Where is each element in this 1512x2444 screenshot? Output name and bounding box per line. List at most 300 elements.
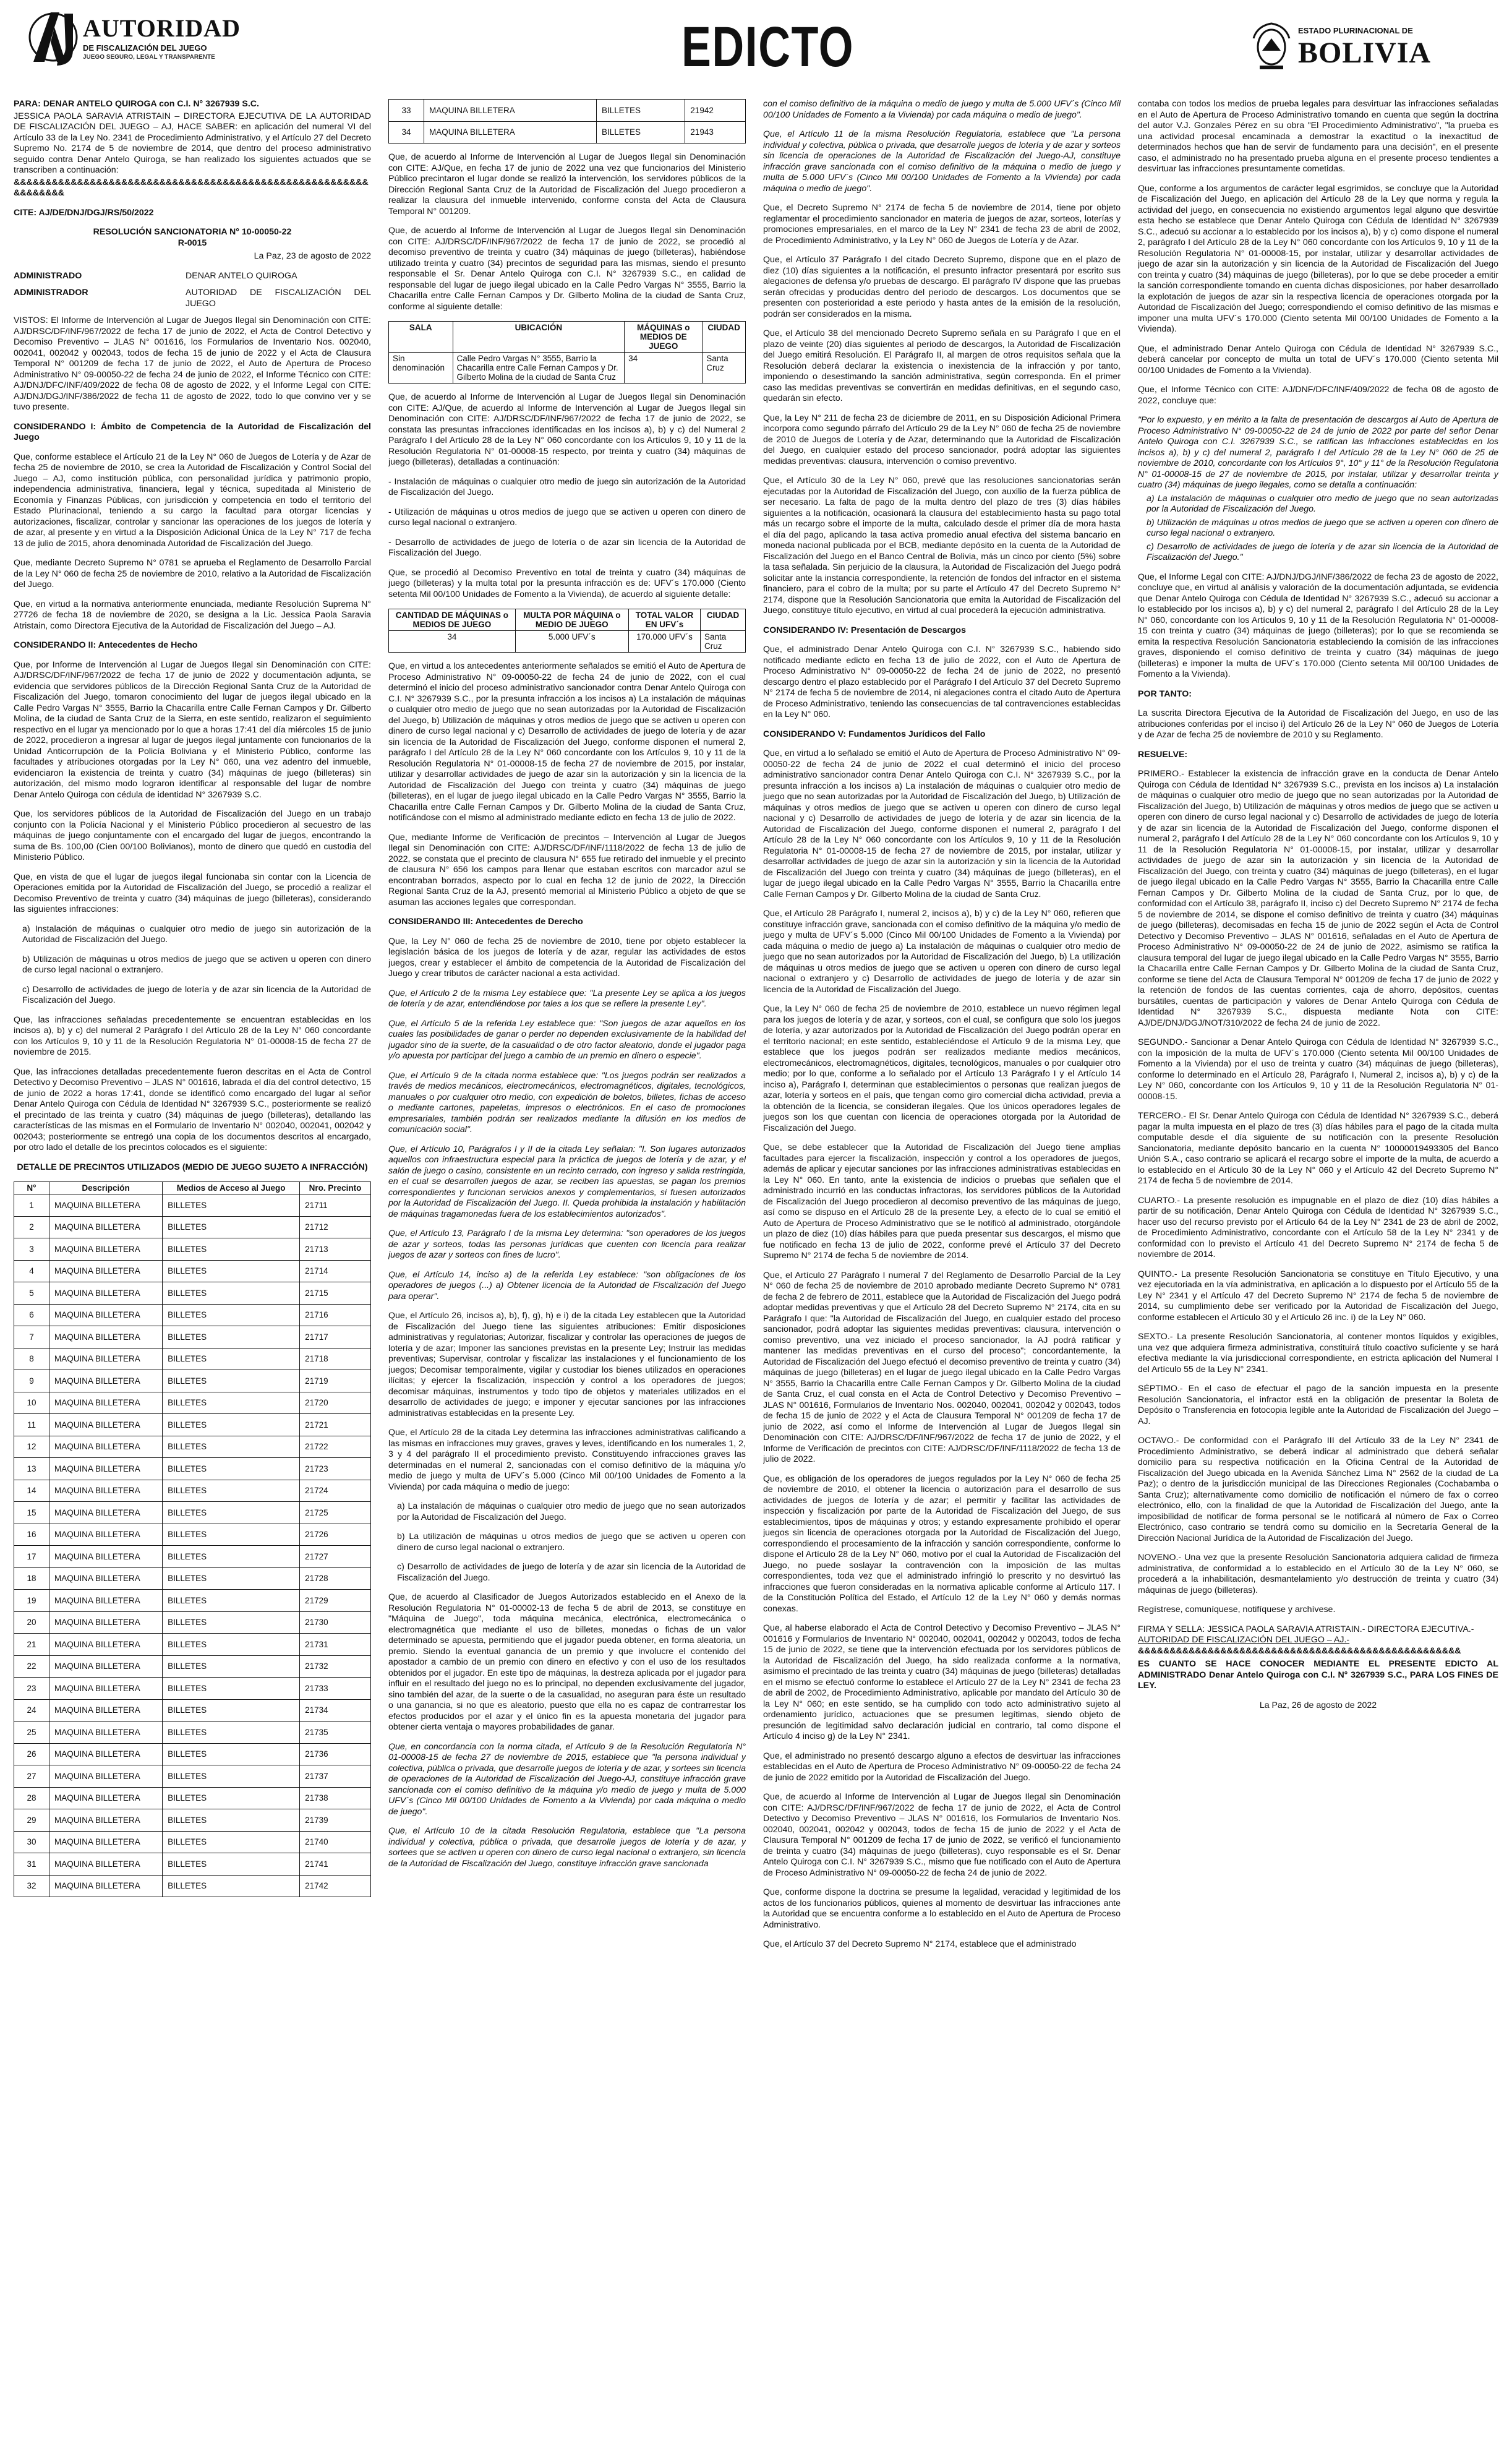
- table-cell: BILLETES: [163, 1370, 300, 1392]
- signature-line-1: FIRMA Y SELLA: JESSICA PAOLA SARAVIA ATRISTAIN.- DIRECTORA EJECUTIVA.-: [1138, 1624, 1474, 1634]
- paragraph: Que, el Artículo 30 de la Ley N° 060, prevé que las resoluciones sancionatorias serán ejecutadas por la Autoridad de Fiscalización del Juego, con auxilio de la fuerza pública de ser necesario. La falta de pago de la multa dentro del plazo de tres (3) días hábiles siguientes a la notificación, ocasionará la clausura del establecimiento hasta su pago total más un recargo sobre el importe de la multa, calculado desde el primer día de mora hasta el día del pago, aplicando la tasa activa promedio anual efectiva del sistema bancario en moneda nacional publicada por el BCB, mediante depósito en la cuenta de la Autoridad de Fiscalización del Juego en el Banco Central de Bolivia, más un cinco por ciento (5%) sobre la tasa señalada. Sin perjuicio de la clausura, la Autoridad de Fiscalización del Juego podrá solicitar ante la instancia correspondiente, la retención de fondos del infractor en el sistema financiero, para el cobro de la multa; por su parte el Artículo 47 del Decreto Supremo N° 2174, dispone que la Resolución Sancionatoria que emita la Autoridad de Fiscalización del Juego, constituye título ejecutivo, en virtud al cual procederá la ejecución administrativa.: [763, 476, 1121, 615]
- infraction-b: b) La utilización de máquinas u otros medios de juego que se activen u operen con dinero de curso legal nacional o extranjero.: [397, 1532, 746, 1553]
- resolution-point-6: SEXTO.- La presente Resolución Sancionatoria, al contener montos líquidos y exigibles, una vez que adquiera firmeza administrativa, constituirá título coactivo suficiente y se hará efectiva mediante la vía jurisdiccional correspondiente, en estricta aplicación del Numeral I del Artículo 55 de la Ley N° 2341.: [1138, 1332, 1498, 1374]
- table-cell: 22: [14, 1655, 49, 1678]
- table-cell: 21722: [300, 1436, 371, 1458]
- table-cell: 12: [14, 1436, 49, 1458]
- table-row: [14, 1831, 371, 1853]
- table-header: MÁQUINAS o MEDIOS DE JUEGO: [625, 322, 703, 353]
- paragraph: Que, de acuerdo al Clasificador de Juegos Autorizados establecido en el Anexo de la Resolución Regulatoria N° 01-00002-13 de fecha 5 de abril de 2013, se constituye en "Máquina de Juego", toda máquina mecánica, electrónica, electromecánica o electromagnética que mediante el uso de billetes, monedas o fichas de un valor determinado se apuesta, permitiendo que el jugador pueda obtener, en forma aleatoria, un premio. Siendo la eventual ganancia de un premio y que involucre el contenido del apostador a cambio de un premio con dinero en efectivo y con el uso de los resultados obtenidos por el jugador. En este tipo de máquinas, la destreza aplicada por el jugador para influir en el resultado del juego no es lo principal, no dependen exclusivamente del jugador, sino también del azar, de la suerte o de la casualidad, no aseguran para éste un resultado o una ganancia, si no que es aleatorio, puesto que ella no es capaz de contrarrestar los efectos producidos por el azar y el único fin es la apuesta monetaria del jugador para obtener cierta ventaja o mayores probabilidades de ganar.: [388, 1592, 746, 1732]
- table-cell: 3: [14, 1238, 49, 1261]
- table-row: [389, 121, 746, 144]
- table-header: SALA: [389, 322, 453, 353]
- table-cell: Sin denominación: [389, 353, 453, 384]
- cite: CITE: AJ/DE/DNJ/DGJ/RS/50/2022: [14, 207, 154, 218]
- table-row: [14, 1260, 371, 1282]
- paragraph: Que, el Artículo 37 Parágrafo I del citado Decreto Supremo, dispone que en el plazo de diez (10) días siguientes a la notificación, el presunto infractor presentará por escrito sus alegaciones de defensa y/o pruebas de descargo. El parágrafo IV dispone que las pruebas serán ofrecidas y producidas dentro del periodo de descargos. Los documentos que se presenten con posterioridad a este periodo y hasta antes de la emisión de la resolución, podrán ser considerados en la misma.: [763, 255, 1121, 319]
- final-notice: ES CUANTO SE HACE CONOCER MEDIANTE EL PRESENTE EDICTO AL ADMINISTRADO Denar Antelo Quiroga con C.I. N° 3267939 S.C., PARA LOS FINES DE LEY.: [1138, 1659, 1498, 1691]
- infraction-a: a) La instalación de máquinas o cualquier otro medio de juego que no sean autorizados por la Autoridad de Fiscalización del Juego.: [397, 1501, 746, 1522]
- table-cell: 6: [14, 1304, 49, 1326]
- paragraph: Que, el Artículo 11 de la misma Resolución Regulatoria, establece que "La persona individual y colectiva, pública o privada, que desarrolle juegos de lotería y de azar y sorteos sin licencia de operaciones de la Autoridad de Fiscalización del Juego-AJ, constituye infracción grave sancionada con el comiso definitivo de la máquina o medio de juego y multa de 5.000 UFV´s (Cinco Mil 00/100 Unidades de Fomento a la Vivienda) por cada máquina o medio de juego".: [763, 129, 1121, 194]
- column-1: [14, 99, 371, 2431]
- paragraph: Que, de acuerdo al Informe de Intervención al Lugar de Juegos Ilegal sin Denominación con CITE: AJ/Que, de acuerdo al Informe de Intervención al Lugar de Juegos Ilegal sin Denominación con CITE: AJ/DRSC/DF/INF/967/2022 de fecha 17 de junio de 2022, se constata las presuntas infracciones identificadas en los incisos a), b) y c) del Numeral 2 Parágrafo I del Artículo 28 de la Ley N° 060 concordante con los Artículos 9, 10 y 11 de la Resolución Regulatoria N° 01-00008-15 respecto, por treinta y cuatro (34) máquinas de juego (billeteras), detalladas a continuación:: [388, 392, 746, 467]
- intro-paragraph: JESSICA PAOLA SARAVIA ATRISTAIN – DIRECTORA EJECUTIVA DE LA AUTORIDAD DE FISCALIZACIÓN DEL JUEGO – AJ, HACE SABER: en aplicación del numeral VI del Artículo 33 de la Ley No. 2341 de Procedimiento Administrativo, y el Artículo 27 del Decreto Supremo No. 2174 de 5 de noviembre de 2014, que dentro del proceso administrativo seguido contra Denar Antelo Quiroga, se han realizado los siguientes actuados que se transcriben a continuación:: [14, 111, 371, 175]
- aj-logo-icon: [27, 6, 80, 68]
- column-3: [763, 99, 1121, 2431]
- table-cell: 21736: [300, 1743, 371, 1765]
- paragraph: Que, en virtud a los antecedentes anteriormente señalados se emitió el Auto de Apertura de Proceso Administrativo N° 09-00050-22 de fecha 24 de junio de 2022, con el cual determinó el inicio del proceso administrativo sancionador contra Denar Antelo Quiroga con C.I. N° 3267939 S.C., por la presunta infracción a los incisos a) La instalación de máquinas o cualquier otro medio de juego que no sean autorizadas por la Autoridad de Fiscalización del Juego, b) Utilización de máquinas y otros medios de juego que se activen u operen con dinero de curso legal nacional y c) Desarrollo de actividades de juego de lotería y de azar sin licencia de la Autoridad de Fiscalización del Juego, conforme disponen el numeral 2, parágrafo I del Artículo 28 de la Ley N° 060 concordante con los Artículos 9, 10 y 11 de la Resolución Regulatoria N° 01-00008-15 de fecha 27 de noviembre de 2015, por instalar, utilizar y desarrollar actividades de juego de azar sin la autorización y sin la licencia de la Autoridad de Fiscalización del Juego con treinta y cuatro (34) máquinas de juego (billeteras), en el lugar de juego ilegal ubicado en la Calle Pedro Vargas N° 3555, Barrio la Chacarilla entre Calle Fernan Campos y Dr. Gilberto Molina de la ciudad de Santa Cruz, notificándose con el mismo al administrado mediante edicto en fecha 13 de julio de 2022.: [388, 661, 746, 823]
- table-cell: MAQUINA BILLETERA: [49, 1194, 163, 1217]
- table-cell: 5.000 UFV´s: [515, 631, 628, 653]
- table-cell: MAQUINA BILLETERA: [49, 1809, 163, 1832]
- resolution-point-1: PRIMERO.- Establecer la existencia de infracción grave en la conducta de Denar Antelo Quiroga con Cédula de Identidad N° 3267939 S.C., prevista en los incisos a) La instalación de máquinas o cualquier otro medio de juego que no sean autorizadas por la Autoridad de Fiscalización del Juego, b) Utilización de máquinas y otros medios de juego que se activen u operen con dinero de curso legal nacional y c) Desarrollo de actividades de juego de lotería y de azar sin licencia de la Autoridad de Fiscalización del Juego, conforme disponen el numeral 2, parágrafo I del Artículo 28 de la Ley N° 060 concordante con los Artículos 9, 10 y 11 de la Resolución Regulatoria N° 01-00008-15, por instalar, utilizar y desarrollar actividades de juego de azar sin la autorización y sin licencia de la Autoridad de Fiscalización del Juego, con treinta y cuatro (34) máquinas de juego (billeteras), en el lugar de juego ilegal ubicado en la Calle Pedro Vargas N° 3555, Barrio la Chacarilla entre Calle Fernan Campos y Dr. Gilberto Molina de la ciudad de Santa Cruz, por lo que, de conformidad con el Artículo 38, parágrafo II, inciso c) del Decreto Supremo N° 2174 de fecha 5 de noviembre de 2014, se dispone el comiso definitivo de treinta y cuatro (34) máquinas de juego (billeteras), decomisadas en fecha 15 de junio de 2022 según el Acta de Control Detectivo y Decomiso Preventivo – JLAS N° 001616, señaladas en el Auto de Apertura de Proceso Administrativo N° 09-00050-22 de 24 de junio de 2022, asimismo se ratifica la clausura temporal del lugar de juego ilegal ubicado en la Calle Pedro Vargas N° 3555, Barrio la Chacarilla entre Calle Fernan Campos y Dr. Gilberto Molina de la ciudad de Santa Cruz, conforme se tiene del Acta de Clausura Temporal N° 001209 de fecha 17 de junio de 2022 y la retención de fondos de las cuentas corrientes, caja de ahorro, depósitos, cuentas bursátiles, cuentas de participación y valores de Denar Antelo Quiroga con Cédula de Identidad N° 3267939 S.C., dispuesta mediante Nota con CITE: AJ/DE/DNJ/DGJ/NOT/310/2022 de fecha 24 de junio de 2022.: [1138, 769, 1498, 1028]
- table-cell: BILLETES: [163, 1348, 300, 1370]
- resuelve-heading: RESUELVE:: [1138, 749, 1188, 760]
- table-cell: 15: [14, 1502, 49, 1524]
- table-cell: 170.000 UFV´s: [628, 631, 700, 653]
- quote-item-a: a) La instalación de máquinas o cualquier otro medio de juego que no sean autorizadas por la Autoridad de Fiscalización del Juego.: [1147, 493, 1498, 514]
- table-row: [14, 1743, 371, 1765]
- table-cell: 26: [14, 1743, 49, 1765]
- paragraph: Que, el Artículo 37 del Decreto Supremo N° 2174, establece que el administrado: [763, 1939, 1077, 1949]
- table-cell: BILLETES: [163, 1524, 300, 1546]
- separator: &&&&&&&&&&&&&&&&&&&&&&&&&&&&&&&&&&&&&&&&&&&&&&&&&&&: [1138, 1645, 1461, 1656]
- table-cell: MAQUINA BILLETERA: [49, 1546, 163, 1568]
- page-title: EDICTO: [681, 15, 855, 79]
- table-header: Descripción: [49, 1182, 163, 1194]
- table-cell: MAQUINA BILLETERA: [49, 1480, 163, 1502]
- paragraph: Que, el Artículo 10, Parágrafos I y II de la citada Ley señalan: "I. Son lugares autorizados aquellos con infraestructura especial para la práctica de juegos de lotería y de azar, y el salón de juego o casino, consistente en un recinto cerrado, con ingreso y salida restringida, en el cual se desarrollen juegos de azar, se reciben las apuestas, se pagan los premios correspondientes y funcionan servicios anexos y complementarios, si fuesen autorizados por la Autoridad de Fiscalización del Juego. II. Queda prohibida la instalación y habilitación de máquinas tragamonedas fuera de los establecimientos autorizados".: [388, 1144, 746, 1219]
- table-cell: BILLETES: [163, 1304, 300, 1326]
- table-cell: MAQUINA BILLETERA: [49, 1502, 163, 1524]
- paragraph: Que, en virtud a lo señalado se emitió el Auto de Apertura de Proceso Administrativo N° 09-00050-22 de fecha 24 de junio de 2022 el cual determinó el inicio del proceso administrativo sancionador contra Denar Antelo Quiroga con C.I. N° 3267939 S.C., por la presunta infracción a los incisos a) La instalación de máquinas o cualquier otro medio de juego que no sean autorizadas por la Autoridad de Fiscalización del Juego, b) Utilización de máquinas y otros medios de juego que se activen u operen con dinero de curso legal nacional y c) Desarrollo de actividades de juego de lotería y de azar sin licencia de la Autoridad de Fiscalización del Juego, conforme disponen el numeral 2, parágrafo I del Artículo 28 de la Ley N° 060 concordante con los Artículos 9, 10 y 11 de la Resolución Regulatoria N° 01-00008-15 de fecha 27 de noviembre de 2015, por instalar, utilizar y desarrollar actividades de juego de azar sin la autorización y sin la licencia de la Autoridad de Fiscalización del Juego con treinta y cuatro (34) máquinas de juego (billeteras), en el lugar de juego ilegal ubicado en la Calle Pedro Vargas N° 3555, Barrio la Chacarilla entre Calle Fernan Campos y Dr. Gilberto Molina de la ciudad de Santa Cruz.: [763, 748, 1121, 899]
- table-cell: BILLETES: [163, 1765, 300, 1788]
- table-cell: 27: [14, 1765, 49, 1788]
- table-row: [14, 1524, 371, 1546]
- paragraph: Que, mediante Decreto Supremo N° 0781 se aprueba el Reglamento de Desarrollo Parcial de la Ley N° 060 de fecha 25 de noviembre de 2010, relativo a la Autoridad de Fiscalización del Juego.: [14, 558, 371, 590]
- table-cell: 31: [14, 1853, 49, 1876]
- table-cell: 21735: [300, 1722, 371, 1744]
- table-cell: MAQUINA BILLETERA: [49, 1655, 163, 1678]
- table-cell: 21725: [300, 1502, 371, 1524]
- table-cell: MAQUINA BILLETERA: [49, 1590, 163, 1612]
- infraction-a: a) Instalación de máquinas o cualquier otro medio de juego sin autorización de la Autoridad de Fiscalización del Juego.: [22, 924, 371, 945]
- table-cell: 29: [14, 1809, 49, 1832]
- table-row: [14, 1655, 371, 1678]
- table-cell: BILLETES: [596, 121, 685, 144]
- table-cell: 18: [14, 1567, 49, 1590]
- paragraph: Que, conforme dispone la doctrina se presume la legalidad, veracidad y legitimidad de los actos de los funcionarios públicos, quienes al momento de desvirtuar las infracciones ante la Autoridad que se encuentra conforme a lo establecido en el Auto de Apertura de Proceso Administrativo.: [763, 1887, 1121, 1930]
- table-cell: BILLETES: [163, 1853, 300, 1876]
- table-cell: BILLETES: [163, 1414, 300, 1436]
- paragraph: Que, el Informe Legal con CITE: AJ/DNJ/DGJ/INF/386/2022 de fecha 23 de agosto de 2022, concluye que, en virtud al análisis y valoración de la documentación adjuntada, se evidencia que Denar Antelo Quiroga con Cédula de Identidad N° 3267939 S.C., adecuó su accionar a lo establecido por los incisos a), b) y c) del numeral 2, parágrafo I del Artículo 28 de la Ley N° 060, concordante con los Artículos 9, 10 y 11 de la Resolución Regulatoria N° 01-00008-15 con treinta y cuatro (34) máquinas de juego (billeteras); por lo que se recomienda se emita la respectiva Resolución Sancionatoria estableciendo la comisión de las infracciones graves, disponiendo el comiso definitivo de treinta y cuatro (34) máquinas de juego (billeteras) e imponer la multa de UFV´s 170.000 (Ciento setenta Mil 00/100 Unidades de Fomento a la Vivienda).: [1138, 572, 1498, 679]
- table-cell: 14: [14, 1480, 49, 1502]
- table-cell: MAQUINA BILLETERA: [49, 1458, 163, 1480]
- table-row: [389, 100, 746, 122]
- table-cell: 21718: [300, 1348, 371, 1370]
- table-cell: 21711: [300, 1194, 371, 1217]
- table-cell: 21715: [300, 1282, 371, 1305]
- table-cell: BILLETES: [163, 1502, 300, 1524]
- considerando-1-title: CONSIDERANDO I: Ámbito de Competencia de la Autoridad de Fiscalización del Juego: [14, 421, 371, 442]
- table-cell: 21712: [300, 1216, 371, 1238]
- table-row: [14, 1458, 371, 1480]
- seals-table-continued: [388, 99, 746, 144]
- table-row: [14, 1370, 371, 1392]
- table-cell: MAQUINA BILLETERA: [49, 1722, 163, 1744]
- paragraph: Que, se procedió al Decomiso Preventivo en total de treinta y cuatro (34) máquinas de juego (billeteras) y la multa total por la presunta infracción es de: UFV´s 170.000 (Ciento setenta Mil 00/100 Unidades de Fomento a la Vivienda), de acuerdo al siguiente detalle:: [388, 567, 746, 599]
- por-tanto-heading: POR TANTO:: [1138, 688, 1192, 699]
- table-cell: MAQUINA BILLETERA: [49, 1743, 163, 1765]
- table-cell: 21738: [300, 1787, 371, 1809]
- paragraph: Que, el Artículo 9 de la citada norma establece que: "Los juegos podrán ser realizados a través de medios mecánicos, electromecánicos, electromagnéticos, digitales, tecnológicos, manuales o por cualquier otro medio, con expedición de boletos, billetes, fichas de acceso o mediante cartones, papeletas, impresos o electrónicos. En el caso de promociones empresariales, también podrán ser realizados mediante la difusión en los medios de comunicación social".: [388, 1070, 746, 1134]
- considerando-5-title: CONSIDERANDO V: Fundamentos Jurídicos del Fallo: [763, 729, 986, 739]
- administrado-row: [14, 271, 371, 282]
- logo-sub1: DE FISCALIZACIÓN DEL JUEGO: [83, 43, 207, 53]
- paragraph: Que, al haberse elaborado el Acta de Control Detectivo y Decomiso Preventivo – JLAS N° 001616 y Formularios de Inventario N° 002040, 002041, 002042 y 002043, todos de fecha 15 de junio de 2022, se tiene que la intervención efectuada por los servidores públicos de la Autoridad de Fiscalización del Juego, ha sido realizada conforme a la normativa, asimismo el precintado de las treinta y cuatro (34) máquinas de juego (billeteras) detalladas en el mismo se efectuó conforme lo establece el Artículo 27 de la Ley N° 2341 de fecha 23 de abril de 2002, de Procedimiento Administrativo, aplicable por mandato del Artículo 30 de la Ley N° 060; en este sentido, se ha cumplido con todo acto administrativo sujeto al ordenamiento jurídico, actuaciones que se presumen legítimas, siendo objeto de presunción de legitimidad salvo declaración judicial en contrario, tal como dispone el Artículo 4 inciso g) de la Ley N° 2341.: [763, 1623, 1121, 1741]
- table-cell: MAQUINA BILLETERA: [49, 1392, 163, 1414]
- table-row: [14, 1699, 371, 1722]
- paragraph: Que, el Artículo 28 Parágrafo I, numeral 2, incisos a), b) y c) de la Ley N° 060, refieren que constituye infracción grave, sancionada con el comiso definitivo de la máquina y/o medio de juego y multa de UFV´s 5.000 (Cinco Mil 00/100 Unidades de Fomento a la Vivienda) por cada máquina o medio de juego a) La instalación de máquinas o cualquier otro medio de juego que no sean autorizados por la Autoridad de Fiscalización del Juego, b) La utilización de máquinas u otros medios de juego que se activen u operen con dinero de curso legal nacional o extranjero y c) Desarrollo de actividades de juego de lotería y de azar sin licencia de la Autoridad de Fiscalización del Juego.: [763, 909, 1121, 995]
- seals-table-body: [14, 1194, 371, 1897]
- table-cell: BILLETES: [163, 1480, 300, 1502]
- table-cell: 23: [14, 1678, 49, 1700]
- table-cell: MAQUINA BILLETERA: [49, 1326, 163, 1348]
- table-row: [14, 1546, 371, 1568]
- table-row: [14, 1722, 371, 1744]
- table-header: Medios de Acceso al Juego: [163, 1182, 300, 1194]
- considerando-3-title: CONSIDERANDO III: Antecedentes de Derecho: [388, 917, 583, 927]
- table-cell: 21734: [300, 1699, 371, 1722]
- table-cell: 21726: [300, 1524, 371, 1546]
- table-row: [14, 1611, 371, 1634]
- paragraph: Que, conforme a los argumentos de carácter legal esgrimidos, se concluye que la Autoridad de Fiscalización del Juego, en aplicación del Artículo 28 de la Ley que norma y regula la actividad del juego, en consecuencia no existiendo argumentos legal alguno que desvirtúe esta hecho se establece que Denar Antelo Quiroga con Cédula de Identidad N° 3267939 S.C., adecuó su accionar a lo establecido por los incisos a), b) y c) como dispone el numeral 2, parágrafo I del Artículo 28 de la Ley N° 060 concordante con los Artículos 9, 10 y 11 de la Resolución Regulatoria N° 01-00008-15, por instalar, utilizar y desarrollar actividades de juego de azar sin la autorización y sin licencia de la Autoridad de Fiscalización del Juego con treinta y cuatro (34) máquinas de juego (billeteras), por lo que se debe proceder a emitir la sanción correspondiente tomando en cuenta dichas disposiciones, por haber desarrollado la explotación de juegos de azar sin la respectiva licencia de operaciones otorgada por la Autoridad de Fiscalización del Juego; correspondiendo el comiso definitivo de las mismas e imponer una multa UFV´s 170.000 (Ciento setenta Mil 00/100 Unidades de Fomento a la Vivienda).: [1138, 183, 1498, 334]
- table-row: [14, 1414, 371, 1436]
- table-cell: BILLETES: [163, 1699, 300, 1722]
- table-cell: MAQUINA BILLETERA: [49, 1678, 163, 1700]
- paragraph: Que, el Artículo 5 de la referida Ley establece que: "Son juegos de azar aquellos en los cuales las posibilidades de ganar o perder no dependen exclusivamente de la habilidad del jugador sino de la suerte, de la casualidad o de otro factor aleatorio, donde el jugador paga y/o apuesta por participar del juego a cambio de un premio en dinero o especie".: [388, 1018, 746, 1061]
- considerando-4-title: CONSIDERANDO IV: Presentación de Descargos: [763, 625, 966, 635]
- paragraph: Que, de acuerdo al Informe de Intervención al Lugar de Juegos Ilegal sin Denominación con CITE: AJ/DRSC/DF/INF/967/2022 de fecha 17 de junio de 2022, se procedió al decomiso preventivo de treinta y cuatro (34) máquinas de juego (billeteras), habiéndose utilizado treinta y cuatro (34) precintos de seguridad para las mismas, siendo el presunto responsable el Sr. Denar Antelo Quiroga con C.I. N° 3267939 S.C., en calidad de responsable del lugar de juego ilegal ubicado en la Calle Pedro Vargas N° 3555, Barrio la Chacarilla entre Calle Fernan Campos y Dr. Gilberto Molina de la ciudad de Santa Cruz, conforme al siguiente detalle:: [388, 226, 746, 312]
- table-cell: BILLETES: [163, 1436, 300, 1458]
- table-cell: BILLETES: [163, 1458, 300, 1480]
- signature-line-2: AUTORIDAD DE FISCALIZACIÓN DEL JUEGO – AJ.-: [1138, 1635, 1350, 1645]
- paragraph: Que, el Artículo 10 de la citada Resolución Regulatoria, establece que "La persona individual y colectiva, pública o privada, que desarrolle juegos de lotería y de azar, y sortees que se activen u operen con dinero de curso legal nacional o extranjero, sin licencia de la Autoridad de Fiscalización del Juego, constituye infracción grave sancionada: [388, 1826, 746, 1869]
- table-cell: 9: [14, 1370, 49, 1392]
- table-cell: MAQUINA BILLETERA: [49, 1238, 163, 1261]
- table-cell: BILLETES: [163, 1634, 300, 1656]
- table-row: [14, 1348, 371, 1370]
- resolution-point-4: CUARTO.- La presente resolución es impugnable en el plazo de diez (10) días hábiles a partir de su notificación, Denar Antelo Quiroga con Cédula de Identidad N° 3267939 S.C., hacer uso del recurso previsto por el Artículo 64 de la Ley N° 2341 de 23 de abril de 2002, de Procedimiento Administrativo, concordante con el Artículo 58 de la Ley N° 2341 y de conformidad con lo previsto el Artículo 41 del Decreto Supremo N° 2174 de fecha 5 de noviembre de 2014.: [1138, 1195, 1498, 1259]
- paragraph: Que, se debe establecer que la Autoridad de Fiscalización del Juego tiene amplias facultades para ejercer la fiscalización, inspección y control a los operadores de juegos, además de aplicar y ejecutar sanciones por las infracciones administrativas establecidas en la Ley N° 060. En tanto, ante la existencia de indicios o pruebas que señalen que el administrado incurrió en las conductas infractoras, los servidores públicos de la Autoridad de Fiscalización del Juego procedieron al decomiso preventivo de las máquinas de juego, así como se dispuso en el Artículo 28 de la presente Ley, a efecto de lo cual se emitió el Auto de Apertura de Proceso Administrativo que se le notificó al administrado, otorgándole un plazo de diez (10) días hábiles para que pueda presentar sus descargos, el mismo que fue notificado en fecha 13 de julio de 2022, conforme prevé el Artículo 37 del Decreto Supremo N° 2174 de fecha 5 de noviembre de 2014.: [763, 1143, 1121, 1261]
- table-cell: 34: [625, 353, 703, 384]
- table-header: CIUDAD: [703, 322, 746, 353]
- seals-table-title: DETALLE DE PRECINTOS UTILIZADOS (MEDIO DE JUEGO SUJETO A INFRACCIÓN): [17, 1162, 368, 1172]
- table-cell: BILLETES: [163, 1326, 300, 1348]
- table-header: TOTAL VALOR EN UFV´s: [628, 609, 700, 631]
- table-row: [14, 1282, 371, 1305]
- resolution-date: La Paz, 23 de agosto de 2022: [254, 251, 371, 261]
- table-cell: 21740: [300, 1831, 371, 1853]
- table-cell: BILLETES: [163, 1392, 300, 1414]
- table-cell: 21730: [300, 1611, 371, 1634]
- resolution-point-8: OCTAVO.- De conformidad con el Parágrafo III del Artículo 33 de la Ley N° 2341 de Procedimiento Administrativo, se deberá indicar al administrado que deberá señalar domicilio para su respectiva notificación en la Oficina Central de la Autoridad de Fiscalización del Juego ubicada en la Avenida Sánchez Lima N° 2562 de la ciudad de La Paz); o dentro de la jurisdicción municipal de las Direcciones Regionales (Cochabamba o Santa Cruz); alternativamente como domicilio de notificación el número de fax o correo electrónico, ello, con la finalidad de que la Autoridad de Fiscalización del Juego, ante la imposibilidad de notificar de forma personal se le notificará al número de Fax o Correo Electrónico, caso contrario se tendrá como su domicilio en la Secretaría General de la Dirección Nacional Jurídica de la Autoridad de Fiscalización del Juego.: [1138, 1436, 1498, 1543]
- table-row: [14, 1480, 371, 1502]
- table-cell: 34: [389, 121, 424, 144]
- paragraph: Que, en concordancia con la norma citada, el Artículo 9 de la Resolución Regulatoria N° 01-00008-15 de fecha 27 de noviembre de 2015, establece que "la persona individual y colectiva, pública o privada, que desarrolle juegos de lotería y de azar, y sortees sin licencia de operaciones de la Autoridad de Fiscalización del Juego-AJ, constituye infracción grave sancionada con el comiso definitivo de la máquina y/o medio de juego y multa de 5.000 UFV´s (Cinco Mil 00/100 Unidades de Fomento a la Vivienda) por cada máquina o medio de juego".: [388, 1741, 746, 1817]
- infraction-c: c) Desarrollo de actividades de juego de lotería y de azar sin licencia de la Autoridad de Fiscalización del Juego.: [22, 984, 371, 1005]
- table-cell: MAQUINA BILLETERA: [49, 1436, 163, 1458]
- quote-item-c: c) Desarrollo de actividades de juego de lotería y de azar sin licencia de la Autoridad de Fiscalización del Juego.": [1147, 541, 1498, 562]
- paragraph: Que, el Artículo 28 de la citada Ley determina las infracciones administrativas calificando a las mismas en infracciones muy graves, graves y leves, identificando en los numerales 1, 2, 3 y 4 del parágrafo II el procedimiento previsto. Constituyendo infracciones graves las determinadas en el numeral 2, sancionadas con el comiso definitivo de la máquina y/o medio de juego y multa de UFV´s 5.000 (Cinco Mil 00/100 Unidades de Fomento a la Vivienda) por cada máquina o medio de juego:: [388, 1428, 746, 1492]
- table-cell: 8: [14, 1348, 49, 1370]
- paragraph: Que, las infracciones señaladas precedentemente se encuentran establecidas en los incisos a), b) y c) del numeral 2 Parágrafo I del Artículo 28 de la Ley N° 060 concordante con los Artículos 9, 10 y 11 de la Resolución Regulatoria N° 01-00008-15 de fecha 27 de noviembre de 2015.: [14, 1014, 371, 1057]
- table-cell: BILLETES: [163, 1655, 300, 1678]
- paragraph: Que, el Artículo 38 del mencionado Decreto Supremo señala en su Parágrafo I que en el plazo de veinte (20) días siguientes al periodo de descargos, la Autoridad de Fiscalización del Juego emitirá Resolución. El Parágrafo II, al margen de otros requisitos señala que la Resolución deberá declarar la existencia o inexistencia de la infracción y por tanto, imponiendo o desestimando la sanción administrativa, según corresponda. En el primer caso las medidas preventivas se convertirán en medidas definitivas, en el segundo caso, quedarán sin efecto.: [763, 328, 1121, 403]
- table-cell: BILLETES: [163, 1282, 300, 1305]
- table-cell: BILLETES: [163, 1590, 300, 1612]
- coat-of-arms-icon: [1251, 20, 1292, 72]
- table-cell: MAQUINA BILLETERA: [49, 1699, 163, 1722]
- paragraph: Que, el Decreto Supremo N° 2174 de fecha 5 de noviembre de 2014, tiene por objeto reglamentar el procedimiento sancionador en materia de juegos de azar, sorteos, loterías y promociones empresariales, en el marco de la Ley N° 2341 de fecha 23 de abril de 2002, de Procedimiento Administrativo, y la Ley N° 060 de Juegos de Lotería y de Azar.: [763, 203, 1121, 246]
- paragraph: Que, mediante Informe de Verificación de precintos – Intervención al Lugar de Juegos Ilegal sin Denominación con CITE: AJ/DRSC/DF/INF/1118/2022 de fecha 13 de julio de 2022, se constata que el precinto de clausura N° 655 fue retirado del inmueble y el precinto de clausura N° 656 los campos para llenar que estaban escritos con marcador azul se encontraban borrados, aspecto por lo cual en fecha 12 de junio de 2022, la Dirección Regional Santa Cruz de la AJ, presentó memorial al Ministerio Público a objeto de que se asuman las acciones legales que correspondan.: [388, 832, 746, 907]
- table-cell: 21943: [685, 121, 746, 144]
- table-cell: BILLETES: [163, 1787, 300, 1809]
- paragraph: Que, por Informe de Intervención al Lugar de Juegos Ilegal sin Denominación con CITE: AJ/DRSC/DF/INF/967/2022 de fecha 17 de junio de 2022 y documentación adjunta, se evidencia que servidores públicos de la Dirección Regional Santa Cruz de la Autoridad de Fiscalización del Juego, tomaron conocimiento del lugar de juegos ilegal ubicado en la Calle Pedro Vargas N° 3555, Barrio la Chacarilla entre Calle Fernan Campos y Dr. Gilberto Molina, de la ciudad de Santa Cruz de la Sierra, en este sentido, realizaron el seguimiento respectivo en el lugar ya mencionado por lo que a horas 17:41 del día miércoles 15 de junio de 2022, procedieron a ingresar al lugar de juegos ilegal juntamente con funcionarios de la Unidad Anticorrupción de la Policía Boliviana y el Ministerio Público, conforme las facultades y atribuciones otorgadas por la Ley N° 060, una vez adentro del inmueble, evidenciaron la existencia de treinta y cuatro (34) máquinas de juego (billeteras) sin autorización, del mismo modo lograron identificar al responsable del lugar de nombre Denar Antelo Quiroga con cédula de identidad N° 3267939 S.C.: [14, 659, 371, 800]
- table-cell: 28: [14, 1787, 49, 1809]
- table-cell: 21713: [300, 1238, 371, 1261]
- table-cell: MAQUINA BILLETERA: [49, 1304, 163, 1326]
- separator: &&&&&&&&&&&&&&&&&&&&&&&&&&&&&&&&&&&&&&&&&&&&&&&&&&&&&&&&&&&&&&&&: [14, 177, 369, 198]
- table-row: [14, 1216, 371, 1238]
- table-row: [14, 1304, 371, 1326]
- table-cell: 21724: [300, 1480, 371, 1502]
- infraction-b: b) Utilización de máquinas u otros medios de juego que se activen u operen con dinero de curso legal nacional o extranjero.: [22, 954, 371, 975]
- table-cell: Calle Pedro Vargas N° 3555, Barrio la Chacarilla entre Calle Fernan Campos y Dr. Gilberto Molina de la ciudad de Santa Cruz: [453, 353, 625, 384]
- table-cell: Santa Cruz: [703, 353, 746, 384]
- table-cell: BILLETES: [163, 1546, 300, 1568]
- table-cell: 13: [14, 1458, 49, 1480]
- table-cell: MAQUINA BILLETERA: [49, 1414, 163, 1436]
- table-row: [389, 353, 746, 384]
- state-name: BOLIVIA: [1298, 36, 1432, 69]
- table-cell: BILLETES: [163, 1260, 300, 1282]
- table-row: [14, 1436, 371, 1458]
- table-cell: 21737: [300, 1765, 371, 1788]
- addressee: PARA: DENAR ANTELO QUIROGA con C.I. N° 3267939 S.C.: [14, 99, 259, 109]
- table-cell: 32: [14, 1875, 49, 1897]
- resolution-point-7: SÉPTIMO.- En el caso de efectuar el pago de la sanción impuesta en la presente Resolución Sancionatoria, el infractor está en la obligación de presentar la Boleta de Depósito o Transferencia en fotocopia legible ante la Autoridad de Fiscalización del Juego – AJ.: [1138, 1384, 1498, 1426]
- administrador-label: ADMINISTRADOR: [14, 288, 88, 298]
- table-cell: MAQUINA BILLETERA: [49, 1611, 163, 1634]
- administrado-value: DENAR ANTELO QUIROGA: [186, 270, 297, 281]
- table-cell: MAQUINA BILLETERA: [424, 121, 597, 144]
- table-cell: MAQUINA BILLETERA: [49, 1831, 163, 1853]
- table-cell: 21: [14, 1634, 49, 1656]
- table-row: [14, 1194, 371, 1217]
- quote-item-b: b) Utilización de máquinas u otros medios de juego que se activen u operen con dinero de curso legal nacional o extranjero.: [1147, 517, 1498, 538]
- paragraph: Que, el administrado no presentó descargo alguno a efectos de desvirtuar las infracciones establecidas en el Auto de Apertura de Proceso Administrativo N° 09-00050-22 de fecha 24 de junio de 2022 emitido por la Autoridad de Fiscalización del Juego.: [763, 1751, 1121, 1783]
- table-cell: 21742: [300, 1875, 371, 1897]
- table-cell: MAQUINA BILLETERA: [49, 1348, 163, 1370]
- table-cell: 7: [14, 1326, 49, 1348]
- table-row: [14, 1238, 371, 1261]
- table-cell: 21721: [300, 1414, 371, 1436]
- table-cell: 21739: [300, 1809, 371, 1832]
- paragraph: Que, en virtud a la normativa anteriormente enunciada, mediante Resolución Suprema N° 27726 de fecha 18 de noviembre de 2020, se designa a la Lic. Jessica Paola Saravia Atristain, como Directora Ejecutiva de la Autoridad de Fiscalización del Juego – AJ.: [14, 599, 371, 631]
- resolution-title: RESOLUCIÓN SANCIONATORIA N° 10-00050-22: [93, 227, 292, 237]
- paragraph: Que, los servidores públicos de la Autoridad de Fiscalización del Juego en un trabajo conjunto con la Policía Nacional y el Ministerio Público procedieron al secuestro de las máquinas de juego conjuntamente con el encargado del lugar de juegos, encontrando la suma de Bs. 100,00 (Cien 00/100 Bolivianos), monto de dinero que quedó en custodia del Ministerio Público.: [14, 809, 371, 862]
- administrador-value: AUTORIDAD DE FISCALIZACIÓN DEL JUEGO: [186, 288, 371, 309]
- table-cell: 30: [14, 1831, 49, 1853]
- table-cell: 21714: [300, 1260, 371, 1282]
- closing-line: Regístrese, comuníquese, notifíquese y archívese.: [1138, 1605, 1336, 1614]
- table-cell: 17: [14, 1546, 49, 1568]
- table-cell: 21728: [300, 1567, 371, 1590]
- list-item: - Desarrollo de actividades de juego de lotería o de azar sin licencia de la Autoridad de Fiscalización del Juego.: [388, 537, 746, 558]
- table-cell: 2: [14, 1216, 49, 1238]
- paragraph: La suscrita Directora Ejecutiva de la Autoridad de Fiscalización del Juego, en uso de las atribuciones conferidas por el inciso i) del Artículo 26 de la Ley N° 060 de Juegos de Lotería y de Azar de fecha 25 de noviembre de 2010 y su Reglamento.: [1138, 708, 1498, 740]
- table-cell: MAQUINA BILLETERA: [49, 1524, 163, 1546]
- paragraph: Que, el Artículo 27 Parágrafo I numeral 7 del Reglamento de Desarrollo Parcial de la Ley N° 060 de fecha 25 de noviembre de 2010 aprobado mediante Decreto Supremo N° 0781 de fecha 2 de febrero de 2011, establece que la Autoridad de Fiscalización del Juego podrá adoptar medidas preventivas y que el Artículo 28 del Decreto Supremo N° 2174, cita en su Parágrafo I que: "la Autoridad de Fiscalización del Juego, en cualquier estado del proceso sancionador, podrá adoptar las siguientes medidas preventivas: clausura, intervención o comiso preventivo, una vez iniciado el proceso sancionador, la AJ podrá ratificar y mantener las medidas preventivas en el curso del proceso"; concordantemente, la Autoridad de Fiscalización del Juego efectuó el decomiso preventivo de treinta y cuatro (34) máquinas de juego (billeteras) en el lugar de juego ilegal ubicado en la Calle Pedro Vargas N° 3555, Barrio la Chacarilla entre Calle Fernan Campos y Dr. Gilberto Molina de la ciudad de Santa Cruz, el cual consta en el Acta de Control Detectivo y Decomiso Preventivo – JLAS N° 001616, Formularios de Inventario Nos. 002040, 002041, 002042 y 002043, todos de fecha 15 de junio de 2022 y el Acta de Clausura Temporal N° 001209 de fecha 17 de junio de 2022, así como el Informe de Intervención al Lugar de Juegos Ilegal sin Denominación con CITE: AJ/DRSC/DF/INF/967/2022 de fecha 17 de junio de 2022, y el Informe de Verificación de precintos con CITE: AJ/DRSC/DF/INF/1118/2022 de fecha 13 de julio de 2022.: [763, 1270, 1121, 1464]
- vistos-paragraph: VISTOS: El Informe de Intervención al Lugar de Juegos Ilegal sin Denominación con CITE: AJ/DRSC/DF/INF/967/2022 de fecha 17 de junio de 2022, el Acta de Control Detectivo y Decomiso Preventivo – JLAS N° 001616, los Formularios de Inventario Nos. 002040, 002041, 002042 y 002043, todos de fecha 15 de junio de 2022 y el Acta de Clausura Temporal N° 001209 de fecha 17 de junio de 2022, el Auto de Apertura de Proceso Administrativo N° 09-00050-22 de fecha 24 de junio de 2022, el Informe Técnico con CITE: AJ/DNJ/DFC/INF/409/2022 de fecha 08 de agosto de 2022, y el Informe Legal con CITE: AJ/DNJ/DGJ/INF/386/2022 de fecha 11 de agosto de 2022, todo lo que convino ver y se tuvo presente.: [14, 315, 371, 412]
- paragraph: Que, el Artículo 13, Parágrafo I de la misma Ley determina: "son operadores de los juegos de azar y sorteos, todas las personas jurídicas que cuenten con licencia para realizar juegos de azar y sorteos con fines de lucro".: [388, 1228, 746, 1260]
- paragraph: Que, el administrado Denar Antelo Quiroga con C.I. N° 3267939 S.C., habiendo sido notificado mediante edicto en fecha 13 de julio de 2022, con el Auto de Apertura de Proceso Administrativo N° 09-00050-22 de fecha 24 de junio de 2022, no presentó descargo dentro el plazo establecido por el Parágrafo I del Artículo 37 del Decreto Supremo N° 2174 de fecha 5 de noviembre de 2014, ni alegaciones contra el citado Auto de Apertura de Proceso Administrativo, teniendo las consecuencias de tal contravenciones establecidas en la Ley N° 060.: [763, 645, 1121, 719]
- paragraph: Que, de acuerdo al Informe de Intervención al Lugar de Juegos Ilegal sin Denominación con CITE: AJ/Que, en fecha 17 de junio de 2022 una vez que funcionarios del Ministerio Público precintaron el lugar donde se realizó la intervención, los servidores públicos de la Dirección Regional Santa Cruz de la Autoridad de Fiscalización del Juego procedieron a realizar la clausura del inmueble intervenido, conforme consta del Acta de Clausura Temporal N° 001209.: [388, 152, 746, 217]
- table-cell: MAQUINA BILLETERA: [49, 1260, 163, 1282]
- table-cell: BILLETES: [163, 1743, 300, 1765]
- table-cell: 16: [14, 1524, 49, 1546]
- table-cell: 21717: [300, 1326, 371, 1348]
- paragraph: Que, el administrado Denar Antelo Quiroga con Cédula de Identidad N° 3267939 S.C., deberá cancelar por concepto de multa un total de UFV´s 170.000 (Ciento setenta Mil 00/100 Unidades de Fomento a la Vivienda).: [1138, 343, 1498, 375]
- table-cell: 20: [14, 1611, 49, 1634]
- paragraph: con el comiso definitivo de la máquina o medio de juego y multa de 5.000 UFV´s (Cinco Mil 00/100 Unidades de Fomento a la Vivienda) por cada máquina o medio de juego".: [763, 99, 1121, 120]
- table-header: MULTA POR MÁQUINA o MEDIO DE JUEGO: [515, 609, 628, 631]
- column-4: [1138, 99, 1498, 2431]
- paragraph: Que, el Informe Técnico con CITE: AJ/DNF/DFC/INF/409/2022 de fecha 08 de agosto de 2022, concluye que:: [1138, 385, 1498, 406]
- table-row: [14, 1787, 371, 1809]
- table-cell: BILLETES: [163, 1238, 300, 1261]
- administrado-label: ADMINISTRADO: [14, 270, 82, 281]
- seals-table-body: [389, 100, 746, 144]
- table-cell: Santa Cruz: [701, 631, 746, 653]
- table-header: Nro. Precinto: [300, 1182, 371, 1194]
- paragraph: Que, conforme establece el Artículo 21 de la Ley N° 060 de Juegos de Lotería y de Azar de fecha 25 de noviembre de 2010, se crea la Autoridad de Fiscalización y Control Social del Juego – AJ, como institución pública, con personalidad jurídica y patrimonio propio, independencia administrativa, financiera, legal y técnica, supeditada al Ministerio de Economía y Finanzas Públicas, con jurisdicción y competencia en todo el territorio del Estado Plurinacional, teniendo a su cargo la facultad para otorgar licencias y autorizaciones, fiscalizar, controlar y sancionar las operaciones de los juegos de lotería y de azar, al presente y en virtud a la Disposición Adicional Única de la Ley N° 717 de fecha 13 de julio de 2015, ahora denominada Autoridad de Fiscalización del Juego.: [14, 452, 371, 549]
- final-date: La Paz, 26 de agosto de 2022: [1259, 1700, 1377, 1710]
- paragraph: Que, el Artículo 2 de la misma Ley establece que: "La presente Ley se aplica a los juegos de lotería y de azar, entendiéndose por tales a los que se refiere la presente Ley".: [388, 988, 746, 1009]
- table-cell: MAQUINA BILLETERA: [49, 1216, 163, 1238]
- table-header: N°: [14, 1182, 49, 1194]
- table-cell: BILLETES: [163, 1831, 300, 1853]
- table-cell: MAQUINA BILLETERA: [49, 1370, 163, 1392]
- table-header: CIUDAD: [701, 609, 746, 631]
- table-cell: 21741: [300, 1853, 371, 1876]
- seals-table: [14, 1181, 371, 1897]
- table-cell: 24: [14, 1699, 49, 1722]
- state-label: ESTADO PLURINACIONAL DE: [1298, 26, 1413, 35]
- table-header-row: [389, 609, 746, 631]
- table-cell: MAQUINA BILLETERA: [49, 1282, 163, 1305]
- table-cell: MAQUINA BILLETERA: [49, 1567, 163, 1590]
- table-cell: BILLETES: [163, 1809, 300, 1832]
- paragraph: Que, en vista de que el lugar de juegos ilegal funcionaba sin contar con la Licencia de Operaciones emitida por la Autoridad de Fiscalización del Juego, se procedió a realizar el Decomiso Preventivo de treinta y cuatro (34) máquinas de juego (billeteras), considerando las siguientes infracciones:: [14, 872, 371, 914]
- paragraph: Que, de acuerdo al Informe de Intervención al Lugar de Juegos Ilegal sin Denominación con CITE: AJ/DRSC/DF/INF/967/2022 de fecha 17 de junio de 2022, el Acta de Control Detectivo y Decomiso Preventivo – JLAS N° 001616, los Formularios de Inventario Nos. 002040, 002041, 002042 y 002043, todos de fecha 15 de junio de 2022 y el Acta de Clausura Temporal N° 001209 de fecha 17 de junio de 2022, se verificó el funcionamiento de treinta y cuatro (34) máquinas de juego (billeteras), cuyo responsable es el Sr. Denar Antelo Quiroga con C.I. N° 3267939 S.C., mismo que fue notificado con el Auto de Apertura de Proceso Administrativo N° 09-00050-22 de fecha 24 de junio de 2022.: [763, 1792, 1121, 1878]
- table-cell: 25: [14, 1722, 49, 1744]
- infraction-c: c) Desarrollo de actividades de juego de lotería y de azar sin licencia de la Autoridad de Fiscalización del Juego.: [397, 1562, 746, 1583]
- resolution-code: R-0015: [177, 238, 207, 248]
- column-2: [388, 99, 746, 2431]
- resolution-point-3: TERCERO.- El Sr. Denar Antelo Quiroga con Cédula de Identidad N° 3267939 S.C., deberá pagar la multa impuesta en el plazo de tres (3) días hábiles para el pago de la citada multa computable desde el día siguiente de su notificación con la presente Resolución Sancionatoria, mediante depósito bancario en la cuenta N° 10000019493305 del Banco Unión S.A., caso contrario se aplicará el recargo sobre el importe de la multa, de acuerdo a lo establecido en el Artículo 30 de la Ley N° 060 y el Artículo 42 del Decreto Supremo N° 2174 de fecha 5 de noviembre de 2014.: [1138, 1111, 1498, 1186]
- paragraph: Que, es obligación de los operadores de juegos regulados por la Ley N° 060 de fecha 25 de noviembre de 2010, el obtener la licencia o autorización para el desarrollo de sus actividades de juegos de lotería y de azar; el permitir y facilitar las actividades de inspección y fiscalización por parte de la Autoridad de Fiscalización del Juego, de sus establecimientos, tipos de máquinas y otros; y estando expresamente prohibido el operar juegos sin licencia de operaciones otorgada por la Autoridad de Fiscalización del Juego, correspondiendo el procesamiento de la infracción y sanción correspondiente, conforme lo dispone el Artículo 28 de la Ley N° 060, motivo por el cual la Autoridad de Fiscalización del Juego, no puede soslayar la contravención con la imposición de las multas correspondientes, toda vez que el administrado infringió lo prescrito y no desvirtuó las infracciones que fueron consideradas en la normativa aplicable conforme al Artículo 117. I de la Constitución Política del Estado, el Artículo 12 de la Ley N° 060 y demás normas conexas.: [763, 1473, 1121, 1614]
- table-cell: 10: [14, 1392, 49, 1414]
- quote: "Por lo expuesto, y en mérito a la falta de presentación de descargos al Auto de Apertura de Proceso Administrativo N° 09-00050-22 de 24 de junio de 2022 por parte del señor Denar Antelo Quiroga con C.I. 3267939 S.C., se ratifican las infracciones establecidas en los incisos a), b) y c) del numeral 2, parágrafo I del Artículo 28 de la Ley N° 060 de 25 de noviembre de 2010, concordante con los Artículos 9°, 10° y 11° de la Resolución Regulatoria N° 01-00008-15 de 27 de noviembre de 2015, por instalar, utilizar y desarrollar treinta y cuatro (34) máquinas de juego ilegales, como se detalla a continuación:: [1138, 415, 1498, 490]
- table-cell: BILLETES: [163, 1567, 300, 1590]
- table-cell: 21733: [300, 1678, 371, 1700]
- table-cell: BILLETES: [163, 1678, 300, 1700]
- considerando-2-title: CONSIDERANDO II: Antecedentes de Hecho: [14, 640, 198, 650]
- table-cell: MAQUINA BILLETERA: [49, 1787, 163, 1809]
- fine-table: [388, 609, 746, 653]
- table-cell: MAQUINA BILLETERA: [49, 1634, 163, 1656]
- table-cell: 21719: [300, 1370, 371, 1392]
- table-cell: 5: [14, 1282, 49, 1305]
- resolution-point-2: SEGUNDO.- Sancionar a Denar Antelo Quiroga con Cédula de Identidad N° 3267939 S.C., con la imposición de la multa de UFV´s 170.000 (Ciento setenta Mil 00/100 Unidades de Fomento a la Vivienda) por el uso de treinta y cuatro (34) máquinas de juego (billeteras), conforme lo determinado en el Artículo 28, Parágrafo I, Numeral 2, incisos a), b) y c) de la Ley N° 060, concordante con los Artículos 9, 10 y 11 de la Resolución Regulatoria N° 01-00008-15.: [1138, 1037, 1498, 1102]
- resolution-point-5: QUINTO.- La presente Resolución Sancionatoria se constituye en Título Ejecutivo, y una vez ejecutoriada en la vía administrativa, en aplicación a lo dispuesto por el Artículo 55 de la Ley N° 2341 y el Artículo 47 del Decreto Supremo N° 2174 de fecha 5 de noviembre de 2014, su cumplimiento debe ser verificado por la Autoridad de Fiscalización del Juego, conforme establecen el Artículo 30 y el Artículo 26 inc. i) de la Ley N° 060.: [1138, 1269, 1498, 1323]
- table-cell: 11: [14, 1414, 49, 1436]
- table-cell: MAQUINA BILLETERA: [49, 1765, 163, 1788]
- logo-name: AUTORIDAD: [83, 14, 241, 42]
- paragraph: contaba con todos los medios de prueba legales para desvirtuar las infracciones señaladas en el Auto de Apertura de Proceso Administrativo tomando en cuenta que según la doctrina del autor V.J. Gonzales Pérez en su obra "El Procedimiento Administrativo", "la prueba es una actividad procesal encaminada a demostrar la exactitud o la inexactitud de determinados hechos que han de servir de fundamento para una decisión", en el presente caso, el administrado no ha presentado prueba alguna en el presente proceso tendientes a desvirtuar las infracciones presuntamente cometidas.: [1138, 99, 1498, 174]
- table-cell: MAQUINA BILLETERA: [49, 1875, 163, 1897]
- paragraph: Que, la Ley N° 060 de fecha 25 de noviembre de 2010, tiene por objeto establecer la legislación básica de los juegos de lotería y de azar, regular las actividades de estos juegos, crear y establecer el ámbito de competencia de la Autoridad de Fiscalización del Juego y crear tributos de carácter nacional a esta actividad.: [388, 936, 746, 979]
- table-cell: 1: [14, 1194, 49, 1217]
- paragraph: Que, el Artículo 14, inciso a) de la referida Ley establece: "son obligaciones de los operadores de juegos (...) a) Obtener licencia de la Autoridad de Fiscalización del Juego para operar".: [388, 1269, 746, 1301]
- header: [14, 0, 1498, 87]
- list-item: - Utilización de máquinas u otros medios de juego que se activen u operen con dinero de curso legal nacional o extranjero.: [388, 507, 746, 528]
- table-cell: 33: [389, 100, 424, 122]
- paragraph: Que, la Ley N° 211 de fecha 23 de diciembre de 2011, en su Disposición Adicional Primera incorpora como segundo párrafo del Artículo 29 de la Ley N° 060 de fecha 25 de noviembre de 2010 de Juegos de Lotería y de Azar, determinando que la Autoridad de Fiscalización del Juego, en cualquier estado del proceso sancionador, podrá adoptar las siguientes medidas preventivas: clausura, intervención o comiso preventivo.: [763, 413, 1121, 466]
- table-row: [389, 631, 746, 653]
- table-cell: 21716: [300, 1304, 371, 1326]
- table-cell: 19: [14, 1590, 49, 1612]
- table-cell: 21729: [300, 1590, 371, 1612]
- table-cell: BILLETES: [163, 1722, 300, 1744]
- table-cell: 21732: [300, 1655, 371, 1678]
- paragraph: Que, la Ley N° 060 de fecha 25 de noviembre de 2010, establece un nuevo régimen legal para los juegos de lotería y de azar, y sorteos, con el cual, se configura que solo los juegos de lotería, y azar autorizados por la Autoridad de Fiscalización del Juego podrán operar en el territorio nacional; en este sentido, estableciéndose el Artículo 9 de la misma Ley, que establece que los juegos podrán ser realizados mediante medios mecánicos, electromecánicos, electromagnéticos, digitales, tecnológicos, manuales o por cualquier otro medio; por lo que, conforme a lo señalado por el Artículo 13 Parágrafo I y el Artículo 14 inciso a), Parágrafo I, determinan que establecimientos o personas que realizan juegos de azar, lotería y sorteos en el país, que tengan como giro comercial dicha actividad, previa a la obtención de la licencia, se consideran ilegales. Que los únicos operadores legales de juegos son los que cuentan con licencia de operaciones otorgada por la Autoridad de Fiscalización del Juego.: [763, 1004, 1121, 1133]
- table-row: [14, 1590, 371, 1612]
- table-cell: 4: [14, 1260, 49, 1282]
- aj-logo-text: [83, 16, 241, 61]
- bolivia-logo: [1251, 20, 1474, 75]
- logo-sub2: JUEGO SEGURO, LEGAL Y TRANSPARENTE: [83, 54, 215, 61]
- table-row: [14, 1392, 371, 1414]
- table-row: [14, 1678, 371, 1700]
- administrador-row: [14, 288, 371, 309]
- table-cell: BILLETES: [163, 1611, 300, 1634]
- table-cell: 21723: [300, 1458, 371, 1480]
- resolution-point-9: NOVENO.- Una vez que la presente Resolución Sancionatoria adquiera calidad de firmeza administrativa, de conformidad a lo establecido en el Artículo 30 de la Ley N° 060, se procederá a la inhabilitación, desmantelamiento y/o destrucción de treinta y cuatro (34) máquinas de juego (billeteras).: [1138, 1553, 1498, 1595]
- table-header: CANTIDAD DE MÁQUINAS o MEDIOS DE JUEGO: [389, 609, 516, 631]
- table-header: UBICACIÓN: [453, 322, 625, 353]
- table-cell: BILLETES: [596, 100, 685, 122]
- table-row: [14, 1809, 371, 1832]
- table-row: [14, 1634, 371, 1656]
- table-cell: BILLETES: [163, 1194, 300, 1217]
- location-table: [388, 321, 746, 384]
- table-header-row: [389, 322, 746, 353]
- table-row: [14, 1765, 371, 1788]
- table-cell: BILLETES: [163, 1216, 300, 1238]
